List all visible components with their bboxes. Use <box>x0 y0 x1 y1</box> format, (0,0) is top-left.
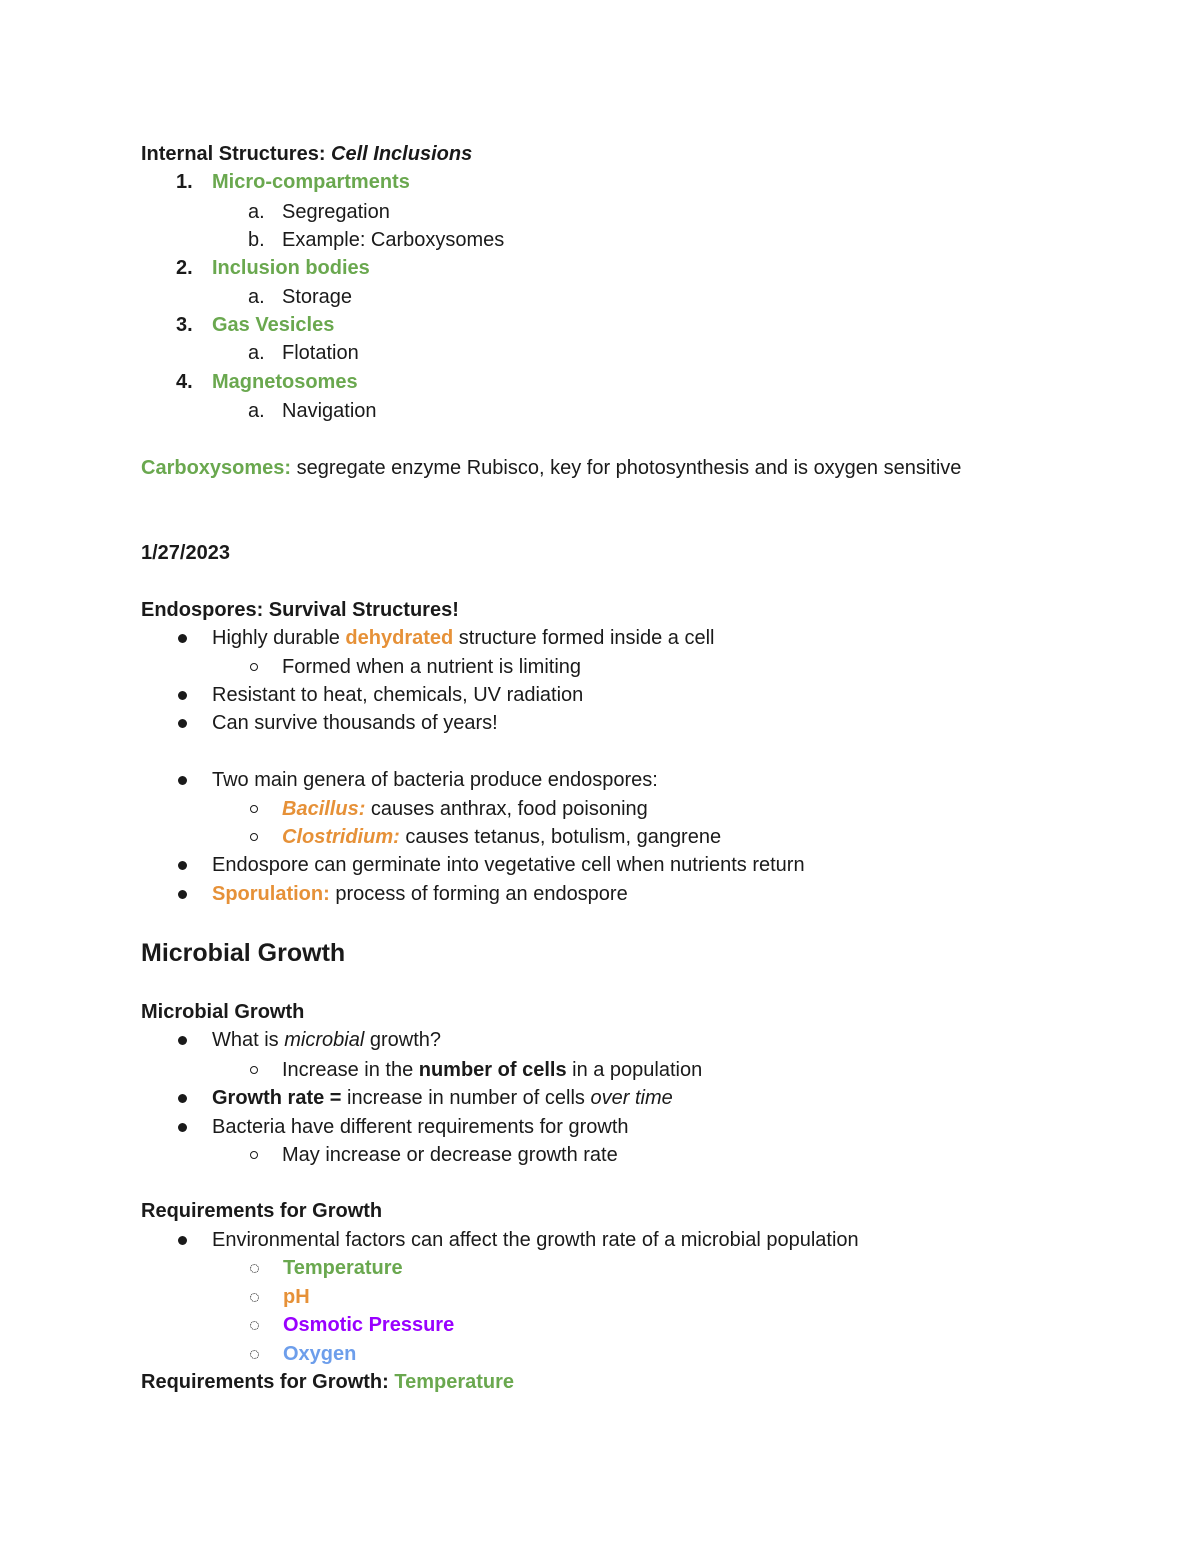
list-item <box>176 170 193 194</box>
sub-item <box>282 825 721 849</box>
list-item <box>212 1028 441 1052</box>
bold-text: number of cells <box>418 1059 567 1081</box>
sub-item: Segregation <box>282 201 390 223</box>
list-item <box>212 1086 673 1110</box>
inclusions-heading <box>141 142 472 166</box>
list-item: Resistant to heat, chemicals, UV radiation <box>212 684 584 706</box>
endospores-heading: Endospores: Survival Structures! <box>141 599 459 621</box>
bullet-icon <box>178 890 187 899</box>
dotted-bullet-icon <box>250 1293 259 1302</box>
text: process of forming an endospore <box>329 883 628 905</box>
requirements-heading: Requirements for Growth <box>141 1200 383 1222</box>
bullet-icon <box>178 719 187 728</box>
item-number: 1. <box>176 171 193 193</box>
dotted-bullet-icon <box>250 1321 259 1330</box>
text: What is <box>212 1029 285 1051</box>
bullet-icon <box>178 861 187 870</box>
hollow-bullet-icon <box>250 833 258 841</box>
temperature-heading <box>141 1370 514 1394</box>
item-number: 4. <box>176 371 193 393</box>
genus-term: Bacillus: <box>282 798 366 820</box>
growth-heading: Microbial Growth <box>141 1001 305 1023</box>
list-item: Endospore can germinate into vegetative cell when nutrients return <box>212 854 805 876</box>
sub-marker: b. <box>248 229 265 251</box>
hollow-bullet-icon <box>250 805 258 813</box>
bullet-icon <box>178 1036 187 1045</box>
heading-italic-part: Cell Inclusions <box>331 143 473 165</box>
item-label: Micro-compartments <box>212 171 410 193</box>
bullet-icon <box>178 691 187 700</box>
text: Highly durable <box>212 627 346 649</box>
list-item: Can survive thousands of years! <box>212 712 498 734</box>
factor-ph: pH <box>283 1286 310 1308</box>
italic-text: over time <box>590 1087 673 1109</box>
dotted-bullet-icon <box>250 1264 259 1273</box>
definition-term: Carboxysomes: <box>141 457 292 479</box>
bullet-icon <box>178 1094 187 1103</box>
list-item: Two main genera of bacteria produce endospores: <box>212 769 658 791</box>
heading-text: Requirements for Growth: <box>141 1371 395 1393</box>
sub-marker: a. <box>248 342 265 364</box>
factor-temperature: Temperature <box>283 1257 403 1279</box>
text: increase in number of cells <box>341 1087 591 1109</box>
text: causes anthrax, food poisoning <box>365 798 648 820</box>
item-number: 2. <box>176 257 193 279</box>
text: structure formed inside a cell <box>453 627 715 649</box>
term: Sporulation: <box>212 883 330 905</box>
item-label: Magnetosomes <box>212 371 358 393</box>
item-label: Gas Vesicles <box>212 314 335 336</box>
hollow-bullet-icon <box>250 663 258 671</box>
highlight: dehydrated <box>345 627 454 649</box>
bullet-icon <box>178 776 187 785</box>
genus-term: Clostridium: <box>282 826 400 848</box>
factor-oxygen: Oxygen <box>283 1343 357 1365</box>
sub-item: May increase or decrease growth rate <box>282 1144 618 1166</box>
sub-item <box>282 797 648 821</box>
sub-item: Storage <box>282 286 353 308</box>
dotted-bullet-icon <box>250 1350 259 1359</box>
list-item <box>212 882 628 906</box>
text: growth? <box>364 1029 441 1051</box>
heading-bold-part: Internal Structures: <box>141 143 332 165</box>
bullet-icon <box>178 1123 187 1132</box>
text: Increase in the <box>282 1059 419 1081</box>
list-item: Bacteria have different requirements for growth <box>212 1116 629 1138</box>
text: causes tetanus, botulism, gangrene <box>399 826 722 848</box>
sub-item: Navigation <box>282 400 377 422</box>
sub-item: Example: Carboxysomes <box>282 229 505 251</box>
section-title: Microbial Growth <box>141 939 346 967</box>
sub-item: Flotation <box>282 342 359 364</box>
italic-text: microbial <box>284 1029 365 1051</box>
factor-osmotic-pressure: Osmotic Pressure <box>283 1314 455 1336</box>
heading-highlight: Temperature <box>394 1371 515 1393</box>
sub-marker: a. <box>248 400 265 422</box>
sub-item: Formed when a nutrient is limiting <box>282 656 582 678</box>
sub-item <box>282 1058 702 1082</box>
sub-marker: a. <box>248 201 265 223</box>
hollow-bullet-icon <box>250 1151 258 1159</box>
item-label: Inclusion bodies <box>212 257 370 279</box>
list-item <box>212 626 714 650</box>
carboxysomes-definition <box>141 456 961 480</box>
bold-text: Growth rate = <box>212 1087 342 1109</box>
list-item: Environmental factors can affect the growth rate of a microbial population <box>212 1229 859 1251</box>
sub-marker: a. <box>248 286 265 308</box>
bullet-icon <box>178 1236 187 1245</box>
bullet-icon <box>178 634 187 643</box>
date-stamp: 1/27/2023 <box>141 542 230 564</box>
definition-text: segregate enzyme Rubisco, key for photosynthesis and is oxygen sensitive <box>291 457 962 479</box>
text: in a population <box>566 1059 703 1081</box>
item-number: 3. <box>176 314 193 336</box>
hollow-bullet-icon <box>250 1066 258 1074</box>
